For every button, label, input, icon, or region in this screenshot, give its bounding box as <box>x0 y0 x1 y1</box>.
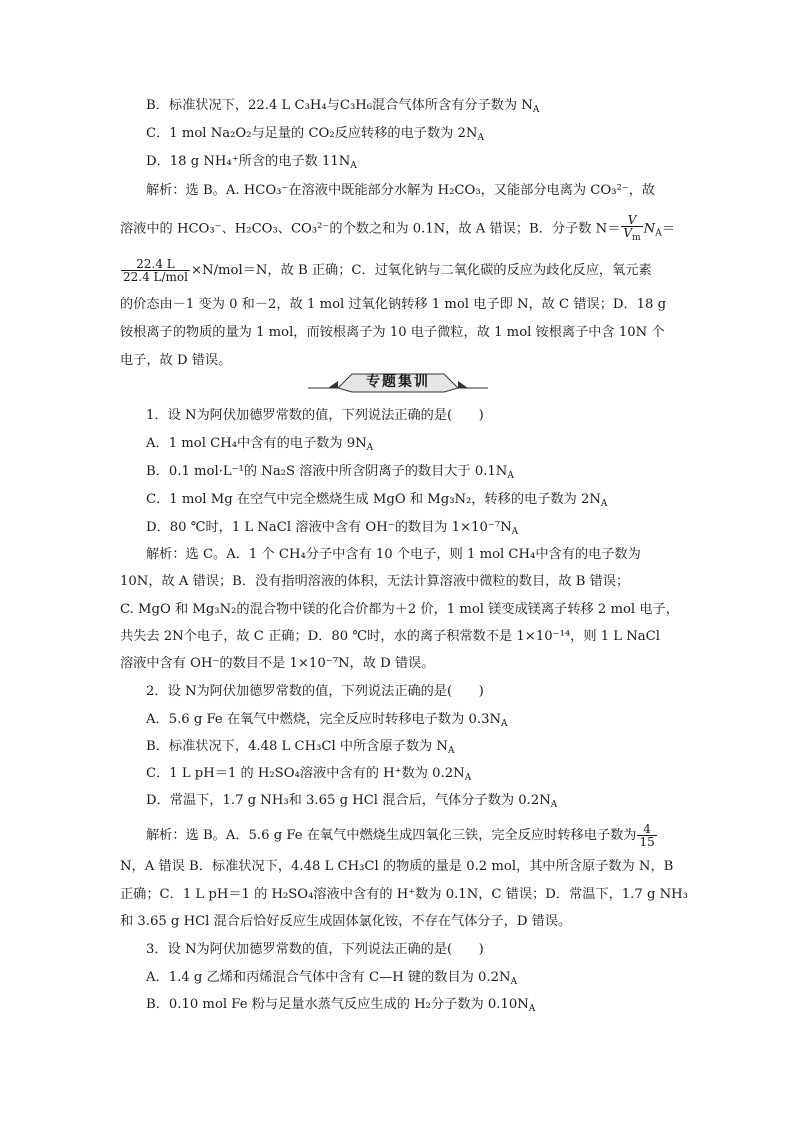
question-1-explanation-line: 解析：选 C。A．1 个 CH₄分子中含有 10 个电子，则 1 mol CH₄中含有的电子数为 <box>146 547 641 562</box>
question-1-explanation-line: 溶液中含有 OH⁻的数目不是 1×10⁻⁷N，故 D 错误。 <box>120 656 435 671</box>
question-1-stem: 1．设 N为阿伏加德罗常数的值，下列说法正确的是( ) <box>146 408 484 423</box>
intro-explanation-line: 电子，故 D 错误。 <box>120 353 232 368</box>
intro-option-b: B．标准状况下，22.4 L C₃H₄与C₃H₆混合气体所含有分子数为 $N_A$ <box>146 98 540 115</box>
intro-explanation-line: 铵根离子的物质的量为 1 mol，而铵根离子为 10 电子微粒，故 1 mol 铵根离子中含 10N 个 <box>120 325 665 340</box>
intro-explanation-line: 解析：选 B。A. HCO₃⁻在溶液中既能部分水解为 H₂CO₃，又能部分电离为 CO₃²⁻，故 <box>146 183 656 198</box>
question-1-explanation-line: C. MgO 和 Mg₃N₂的混合物中镁的化合价都为＋2 价，1 mol 镁变成镁离子转移 2 mol 电子， <box>120 602 679 617</box>
question-2-option-a: A．5.6 g Fe 在氧气中燃烧，完全反应时转移电子数为 $0.3N_A$ <box>146 712 508 729</box>
section-title: 专题集训 <box>366 374 430 390</box>
molar-fraction: $\frac{22.4 L}{\text{22.4 L/mol}}$ <box>123 257 188 284</box>
question-2-stem: 2．设 N为阿伏加德罗常数的值，下列说法正确的是( ) <box>146 684 484 699</box>
question-1-explanation-line: 10N，故 A 错误；B．没有指明溶液的体积，无法计算溶液中微粒的数目，故 B 错误； <box>120 574 630 589</box>
intro-explanation-line: $\frac{22.4 L}{\text{22.4 L/mol}}$ ×N/mol＝N，故 B 正确；C．过氧化钠与二氧化碳的反应为歧化反应，氧元素 <box>123 257 652 284</box>
question-2-option-d: D．常温下，1.7 g NH₃和 3.65 g HCl 混合后，气体分子数为 $0.2N_A$ <box>146 793 558 810</box>
question-2-option-c: C．1 L pH＝1 的 H₂SO₄溶液中含有的 H⁺数为 $0.2N_A$ <box>146 766 472 783</box>
section-banner <box>308 369 488 395</box>
question-3-option-a: A．1.4 g 乙烯和丙烯混合气体中含有 C—H 键的数目为 $0.2N_A$ <box>146 970 518 987</box>
intro-option-d: D．18 g NH₄⁺所含的电子数 $11N_A$ <box>146 154 357 171</box>
question-1-explanation-line: 共失去 2N个电子，故 C 正确；D．80 ℃时，水的离子积常数不是 1×10⁻¹⁴，则 1 L NaCl <box>120 629 660 644</box>
volume-fraction: $\frac{V}{V_m}$ <box>623 213 641 243</box>
question-2-explanation-line: N，A 错误 B．标准状况下，4.48 L CH₃Cl 的物质的量是 0.2 mol，其中所含原子数为 N，B <box>120 859 674 874</box>
question-2-explanation-line: 解析：选 B。A．5.6 g Fe 在氧气中燃烧生成四氧化三铁，完全反应时转移电子数为 $\frac{4}{15}$ <box>146 822 655 849</box>
question-1-option-c: C．1 mol Mg 在空气中完全燃烧生成 MgO 和 Mg₃N₂，转移的电子数为 $2N_A$ <box>146 492 608 509</box>
question-2-explanation-line: 和 3.65 g HCl 混合后恰好反应生成固体氯化铵，不存在气体分子，D 错误。 <box>120 914 572 929</box>
intro-option-c: C．1 mol Na₂O₂与足量的 CO₂反应转移的电子数为 $2N_A$ <box>146 126 484 143</box>
question-3-option-b: B．0.10 mol Fe 粉与足量水蒸气反应生成的 H₂分子数为 $0.10N_A$ <box>146 997 536 1014</box>
intro-explanation-line: 溶液中的 HCO₃⁻、H₂CO₃、CO₃²⁻的个数之和为 0.1N，故 A 错误；B．分子数 N＝ $\frac{V}{V_m}$ $N_A=$ <box>120 213 675 243</box>
question-2-option-b: B．标准状况下，4.48 L CH₃Cl 中所含原子数为 $N_A$ <box>146 739 455 756</box>
question-1-option-a: A．1 mol CH₄中含有的电子数为 $9N_A$ <box>146 436 374 453</box>
question-1-option-b: B．0.1 mol·L⁻¹的 Na₂S 溶液中所含阴离子的数目大于 $0.1N_A$ <box>146 464 514 481</box>
question-3-stem: 3．设 N为阿伏加德罗常数的值，下列说法正确的是( ) <box>146 942 484 957</box>
question-1-option-d: D．80 ℃时，1 L NaCl 溶液中含有 OH⁻的数目为 $1\times 10^{-7}N_A$ <box>146 520 519 537</box>
intro-explanation-line: 的价态由－1 变为 0 和－2，故 1 mol 过氧化钠转移 1 mol 电子即 N，故 C 错误；D．18 g <box>120 297 667 312</box>
question-2-explanation-line: 正确；C．1 L pH＝1 的 H₂SO₄溶液中含有的 H⁺数为 0.1N，C 错误；D．常温下，1.7 g NH₃ <box>120 887 688 902</box>
electron-fraction: $\frac{4}{15}$ <box>639 822 655 849</box>
